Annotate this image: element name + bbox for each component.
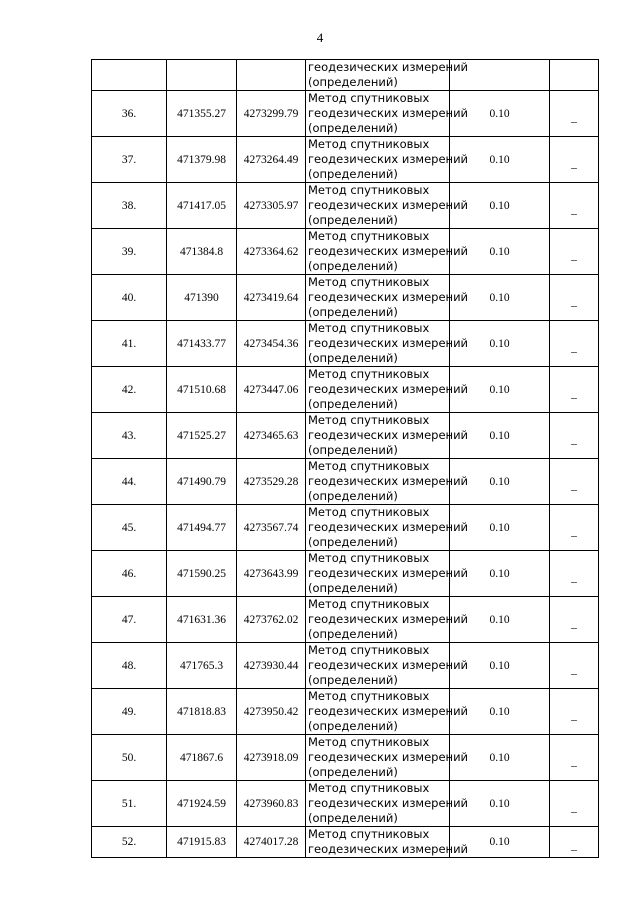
note-cell bbox=[550, 275, 599, 321]
method-text-line: Метод спутниковых bbox=[308, 137, 430, 151]
method-text-line: Метод спутниковых bbox=[308, 505, 430, 519]
x-coordinate-cell: 471355.27 bbox=[167, 91, 237, 137]
method-text-line: Метод спутниковых bbox=[308, 229, 430, 243]
note-cell bbox=[550, 827, 599, 858]
y-coordinate-cell: 4273567.74 bbox=[237, 505, 306, 551]
point-number-cell: 37. bbox=[92, 137, 167, 183]
method-text-line: (определений) bbox=[308, 351, 398, 365]
method-text-line: (определений) bbox=[308, 811, 398, 825]
accuracy-cell: 0.10 bbox=[450, 91, 550, 137]
table-row bbox=[92, 321, 599, 367]
point-number-cell: 40. bbox=[92, 275, 167, 321]
note-cell bbox=[550, 505, 599, 551]
method-text-line: (определений) bbox=[308, 121, 398, 135]
y-coordinate-cell: 4274017.28 bbox=[237, 827, 306, 858]
method-text-line: Метод спутниковых bbox=[308, 735, 430, 749]
y-coordinate-cell: 4273918.09 bbox=[237, 735, 306, 781]
point-number-cell: 51. bbox=[92, 781, 167, 827]
method-text-line: геодезических измерений bbox=[308, 428, 469, 442]
method-text-line: (определений) bbox=[308, 765, 398, 779]
x-coordinate-cell: 471818.83 bbox=[167, 689, 237, 735]
method-text-line: Метод спутниковых bbox=[308, 827, 430, 841]
x-coordinate-cell: 471494.77 bbox=[167, 505, 237, 551]
note-cell bbox=[550, 643, 599, 689]
accuracy-cell: 0.10 bbox=[450, 643, 550, 689]
point-number-cell: 48. bbox=[92, 643, 167, 689]
table-row bbox=[92, 827, 599, 858]
method-cell bbox=[306, 551, 469, 597]
x-coordinate-cell: 471417.05 bbox=[167, 183, 237, 229]
x-coordinate-cell: 471631.36 bbox=[167, 597, 237, 643]
point-number-cell: 36. bbox=[92, 91, 167, 137]
note-cell bbox=[550, 413, 599, 459]
y-coordinate-cell: 4273264.49 bbox=[237, 137, 306, 183]
table-row bbox=[92, 689, 599, 735]
accuracy-cell: 0.10 bbox=[450, 597, 550, 643]
note-cell bbox=[550, 60, 599, 91]
point-number-cell: 43. bbox=[92, 413, 167, 459]
method-text-line: (определений) bbox=[308, 489, 398, 503]
note-value: _ bbox=[571, 295, 577, 308]
note-value: _ bbox=[571, 341, 577, 354]
method-cell bbox=[306, 459, 469, 505]
y-coordinate-cell: 4273762.02 bbox=[237, 597, 306, 643]
x-coordinate-cell bbox=[167, 60, 237, 91]
point-number-cell: 45. bbox=[92, 505, 167, 551]
y-coordinate-cell: 4273960.83 bbox=[237, 781, 306, 827]
note-cell bbox=[550, 137, 599, 183]
method-text-line: (определений) bbox=[308, 443, 398, 457]
method-text-line: геодезических измерений bbox=[308, 106, 469, 120]
method-cell bbox=[306, 505, 469, 551]
method-cell bbox=[306, 229, 469, 275]
table-row bbox=[92, 551, 599, 597]
method-cell bbox=[306, 735, 469, 781]
y-coordinate-cell: 4273930.44 bbox=[237, 643, 306, 689]
accuracy-cell: 0.10 bbox=[450, 689, 550, 735]
method-cell bbox=[306, 321, 469, 367]
y-coordinate-cell bbox=[237, 60, 306, 91]
method-text-line: Метод спутниковых bbox=[308, 275, 430, 289]
point-number-cell: 44. bbox=[92, 459, 167, 505]
method-text-line: геодезических измерений bbox=[308, 566, 469, 580]
coordinates-table bbox=[91, 59, 599, 858]
x-coordinate-cell: 471590.25 bbox=[167, 551, 237, 597]
note-cell bbox=[550, 91, 599, 137]
table-row-continuation bbox=[92, 60, 599, 91]
y-coordinate-cell: 4273529.28 bbox=[237, 459, 306, 505]
table-row bbox=[92, 367, 599, 413]
x-coordinate-cell: 471525.27 bbox=[167, 413, 237, 459]
x-coordinate-cell: 471915.83 bbox=[167, 827, 237, 858]
method-text-line: геодезических измерений bbox=[308, 796, 469, 810]
note-value: _ bbox=[571, 433, 577, 446]
table-row bbox=[92, 91, 599, 137]
method-cell bbox=[306, 60, 469, 91]
accuracy-cell: 0.10 bbox=[450, 551, 550, 597]
y-coordinate-cell: 4273364.62 bbox=[237, 229, 306, 275]
y-coordinate-cell: 4273643.99 bbox=[237, 551, 306, 597]
x-coordinate-cell: 471433.77 bbox=[167, 321, 237, 367]
accuracy-cell: 0.10 bbox=[450, 321, 550, 367]
y-coordinate-cell: 4273950.42 bbox=[237, 689, 306, 735]
note-value: _ bbox=[571, 840, 577, 852]
table-row bbox=[92, 229, 599, 275]
x-coordinate-cell: 471765.3 bbox=[167, 643, 237, 689]
method-text-line: (определений) bbox=[308, 259, 398, 273]
note-value: _ bbox=[571, 755, 577, 768]
point-number-cell: 50. bbox=[92, 735, 167, 781]
y-coordinate-cell: 4273419.64 bbox=[237, 275, 306, 321]
method-text-line: (определений) bbox=[308, 627, 398, 641]
method-text-line: (определений) bbox=[308, 581, 398, 595]
note-value: _ bbox=[571, 387, 577, 400]
accuracy-cell: 0.10 bbox=[450, 183, 550, 229]
x-coordinate-cell: 471384.8 bbox=[167, 229, 237, 275]
note-value: _ bbox=[571, 525, 577, 538]
method-cell bbox=[306, 827, 469, 858]
accuracy-cell: 0.10 bbox=[450, 229, 550, 275]
y-coordinate-cell: 4273305.97 bbox=[237, 183, 306, 229]
accuracy-cell: 0.10 bbox=[450, 367, 550, 413]
method-text-line: геодезических измерений bbox=[308, 750, 469, 764]
method-text-line: геодезических измерений bbox=[308, 290, 469, 304]
x-coordinate-cell: 471390 bbox=[167, 275, 237, 321]
accuracy-cell: 0.10 bbox=[450, 827, 550, 858]
method-cell bbox=[306, 413, 469, 459]
method-text-line: (определений) bbox=[308, 535, 398, 549]
method-text-line: (определений) bbox=[308, 673, 398, 687]
method-text-line: геодезических измерений bbox=[308, 382, 469, 396]
method-cell bbox=[306, 367, 469, 413]
method-cell bbox=[306, 137, 469, 183]
table-row bbox=[92, 275, 599, 321]
note-cell bbox=[550, 183, 599, 229]
note-cell bbox=[550, 321, 599, 367]
method-text-line: (определений) bbox=[308, 397, 398, 411]
method-text-line: геодезических измерений bbox=[308, 612, 469, 626]
y-coordinate-cell: 4273465.63 bbox=[237, 413, 306, 459]
note-value: _ bbox=[571, 617, 577, 630]
note-value: _ bbox=[571, 249, 577, 262]
method-cell bbox=[306, 275, 469, 321]
accuracy-cell: 0.10 bbox=[450, 275, 550, 321]
point-number-cell: 39. bbox=[92, 229, 167, 275]
method-text-line: Метод спутниковых bbox=[308, 91, 430, 105]
point-number-cell: 41. bbox=[92, 321, 167, 367]
x-coordinate-cell: 471379.98 bbox=[167, 137, 237, 183]
x-coordinate-cell: 471490.79 bbox=[167, 459, 237, 505]
method-text-line: Метод спутниковых bbox=[308, 413, 430, 427]
method-text-line: геодезических измерений bbox=[308, 842, 469, 856]
method-text-line: Метод спутниковых bbox=[308, 781, 430, 795]
table-row bbox=[92, 781, 599, 827]
table-row bbox=[92, 505, 599, 551]
method-text-line: геодезических измерений bbox=[308, 244, 469, 258]
method-text-line: геодезических измерений bbox=[308, 60, 469, 74]
method-text-line: геодезических измерений bbox=[308, 336, 469, 350]
method-text-line: Метод спутниковых bbox=[308, 367, 430, 381]
y-coordinate-cell: 4273447.06 bbox=[237, 367, 306, 413]
point-number-cell: 42. bbox=[92, 367, 167, 413]
table-row bbox=[92, 459, 599, 505]
table-row bbox=[92, 183, 599, 229]
method-cell bbox=[306, 183, 469, 229]
page-number: 4 bbox=[316, 30, 324, 45]
point-number-cell: 47. bbox=[92, 597, 167, 643]
method-text-line: Метод спутниковых bbox=[308, 689, 430, 703]
method-cell bbox=[306, 781, 469, 827]
accuracy-cell: 0.10 bbox=[450, 505, 550, 551]
point-number-cell bbox=[92, 60, 167, 91]
x-coordinate-cell: 471510.68 bbox=[167, 367, 237, 413]
method-text-line: геодезических измерений bbox=[308, 198, 469, 212]
method-text-line: (определений) bbox=[308, 75, 398, 89]
note-cell bbox=[550, 367, 599, 413]
method-text-line: геодезических измерений bbox=[308, 520, 469, 534]
note-cell bbox=[550, 735, 599, 781]
method-text-line: геодезических измерений bbox=[308, 474, 469, 488]
y-coordinate-cell: 4273454.36 bbox=[237, 321, 306, 367]
method-text-line: Метод спутниковых bbox=[308, 183, 430, 197]
method-text-line: (определений) bbox=[308, 167, 398, 181]
method-text-line: геодезических измерений bbox=[308, 152, 469, 166]
method-text-line: Метод спутниковых bbox=[308, 643, 430, 657]
point-number-cell: 38. bbox=[92, 183, 167, 229]
method-cell bbox=[306, 643, 469, 689]
accuracy-cell: 0.10 bbox=[450, 735, 550, 781]
method-text-line: (определений) bbox=[308, 305, 398, 319]
y-coordinate-cell: 4273299.79 bbox=[237, 91, 306, 137]
table-row bbox=[92, 597, 599, 643]
method-cell bbox=[306, 597, 469, 643]
coordinates-table-body bbox=[92, 60, 599, 858]
method-text-line: Метод спутниковых bbox=[308, 597, 430, 611]
x-coordinate-cell: 471924.59 bbox=[167, 781, 237, 827]
note-value: _ bbox=[571, 663, 577, 676]
method-cell bbox=[306, 689, 469, 735]
method-cell bbox=[306, 91, 469, 137]
table-row bbox=[92, 735, 599, 781]
note-cell bbox=[550, 597, 599, 643]
accuracy-cell: 0.10 bbox=[450, 413, 550, 459]
x-coordinate-cell: 471867.6 bbox=[167, 735, 237, 781]
accuracy-cell: 0.10 bbox=[450, 781, 550, 827]
method-text-line: (определений) bbox=[308, 719, 398, 733]
note-value: _ bbox=[571, 203, 577, 216]
table-row bbox=[92, 413, 599, 459]
note-value: _ bbox=[571, 111, 577, 124]
point-number-cell: 52. bbox=[92, 827, 167, 858]
table-row bbox=[92, 643, 599, 689]
note-cell bbox=[550, 689, 599, 735]
point-number-cell: 46. bbox=[92, 551, 167, 597]
note-cell bbox=[550, 781, 599, 827]
note-cell bbox=[550, 229, 599, 275]
table-row bbox=[92, 137, 599, 183]
method-text-line: геодезических измерений bbox=[308, 658, 469, 672]
note-cell bbox=[550, 459, 599, 505]
note-value: _ bbox=[571, 801, 577, 814]
method-text-line: (определений) bbox=[308, 213, 398, 227]
note-value: _ bbox=[571, 571, 577, 584]
method-text-line: Метод спутниковых bbox=[308, 459, 430, 473]
note-cell bbox=[550, 551, 599, 597]
accuracy-cell: 0.10 bbox=[450, 137, 550, 183]
point-number-cell: 49. bbox=[92, 689, 167, 735]
accuracy-cell: 0.10 bbox=[450, 459, 550, 505]
method-text-line: Метод спутниковых bbox=[308, 551, 430, 565]
note-value: _ bbox=[571, 709, 577, 722]
method-text-line: геодезических измерений bbox=[308, 704, 469, 718]
note-value: _ bbox=[571, 479, 577, 492]
note-value: _ bbox=[571, 157, 577, 170]
method-text-line: Метод спутниковых bbox=[308, 321, 430, 335]
